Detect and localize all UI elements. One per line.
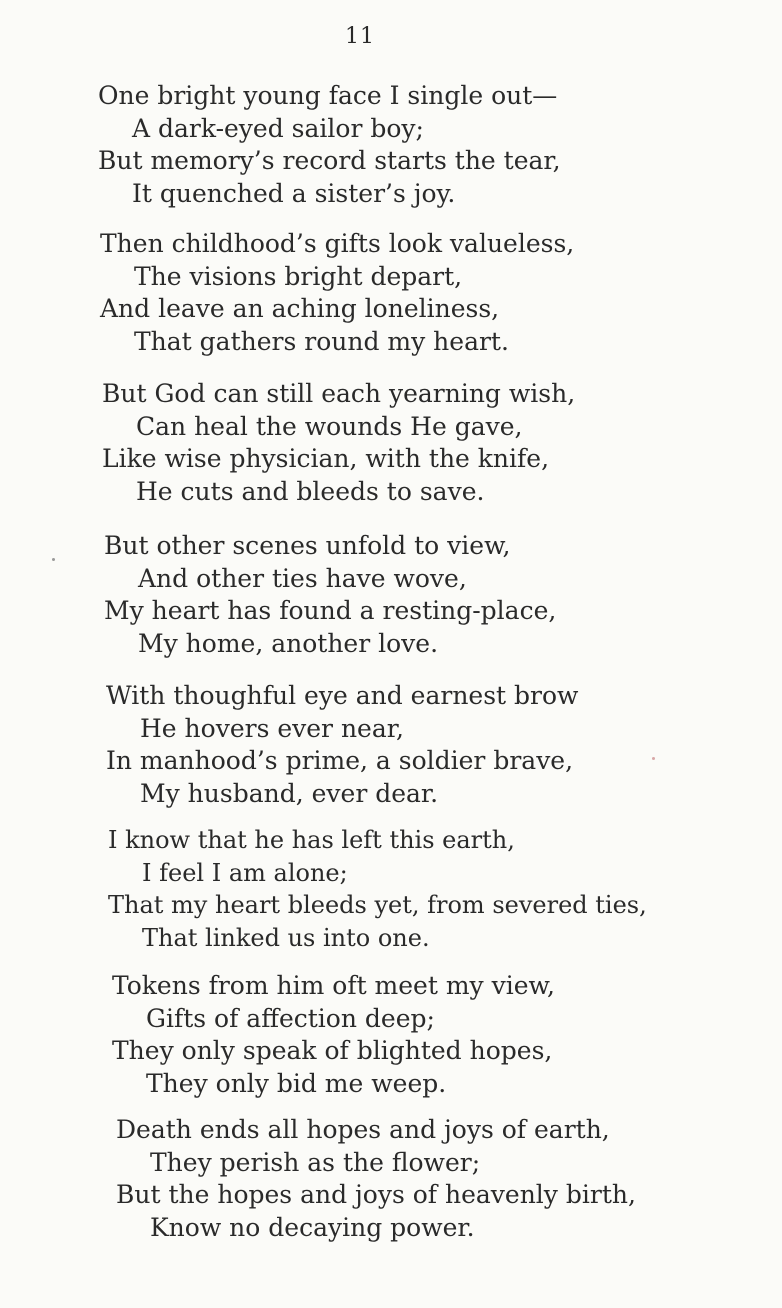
verse-line: Like wise physician, with the knife, (102, 444, 550, 473)
verse-line: Tokens from him oft meet my view, (112, 971, 555, 1000)
verse-line: They only speak of blighted hopes, (112, 1036, 553, 1065)
verse-line: Death ends all hopes and joys of earth, (116, 1115, 610, 1144)
verse-line: They perish as the flower; (150, 1147, 481, 1177)
verse-line: Can heal the wounds He gave, (136, 411, 523, 441)
verse-line: That linked us into one. (142, 923, 430, 952)
verse-line: But the hopes and joys of heavenly birth, (116, 1180, 636, 1209)
stanza-6 (108, 824, 647, 954)
verse-line: My home, another love. (138, 628, 439, 658)
verse-line: He cuts and bleeds to save. (136, 476, 485, 506)
paper-speck (52, 558, 55, 561)
verse-line: Gifts of affection deep; (146, 1003, 435, 1033)
verse-line: That gathers round my heart. (134, 326, 509, 356)
verse-line: The visions bright depart, (134, 261, 463, 291)
verse-line: With thoughful eye and earnest brow (106, 681, 579, 710)
verse-line: But other scenes unfold to view, (104, 531, 511, 560)
paper-speck (652, 757, 655, 760)
verse-line: And leave an aching loneliness, (100, 294, 500, 323)
stanza-1 (98, 80, 561, 210)
stanza-4 (104, 530, 556, 660)
verse-line: Then childhood’s gifts look valueless, (100, 229, 575, 258)
verse-line: But God can still each yearning wish, (102, 379, 576, 408)
verse-line: A dark-eyed sailor boy; (132, 113, 424, 143)
stanza-3 (102, 378, 575, 508)
verse-line: He hovers ever near, (140, 713, 404, 743)
verse-line: In manhood’s prime, a soldier brave, (106, 746, 574, 775)
page-number: 11 (345, 24, 375, 49)
verse-line: It quenched a sister’s joy. (132, 178, 456, 208)
stanza-8 (116, 1114, 636, 1244)
verse-line: Know no decaying power. (150, 1212, 475, 1242)
verse-line: One bright young face I single out— (98, 81, 558, 110)
verse-line: My husband, ever dear. (140, 778, 439, 808)
verse-line: That my heart bleeds yet, from severed ties, (108, 891, 647, 919)
verse-line: But memory’s record starts the tear, (98, 146, 561, 175)
verse-line: I know that he has left this earth, (108, 826, 515, 854)
stanza-7 (112, 970, 555, 1100)
verse-line: They only bid me weep. (146, 1068, 447, 1098)
verse-line: My heart has found a resting-place, (104, 596, 557, 625)
verse-line: I feel I am alone; (142, 858, 348, 887)
stanza-2 (100, 228, 574, 358)
verse-line: And other ties have wove, (138, 563, 467, 593)
stanza-5 (106, 680, 578, 810)
